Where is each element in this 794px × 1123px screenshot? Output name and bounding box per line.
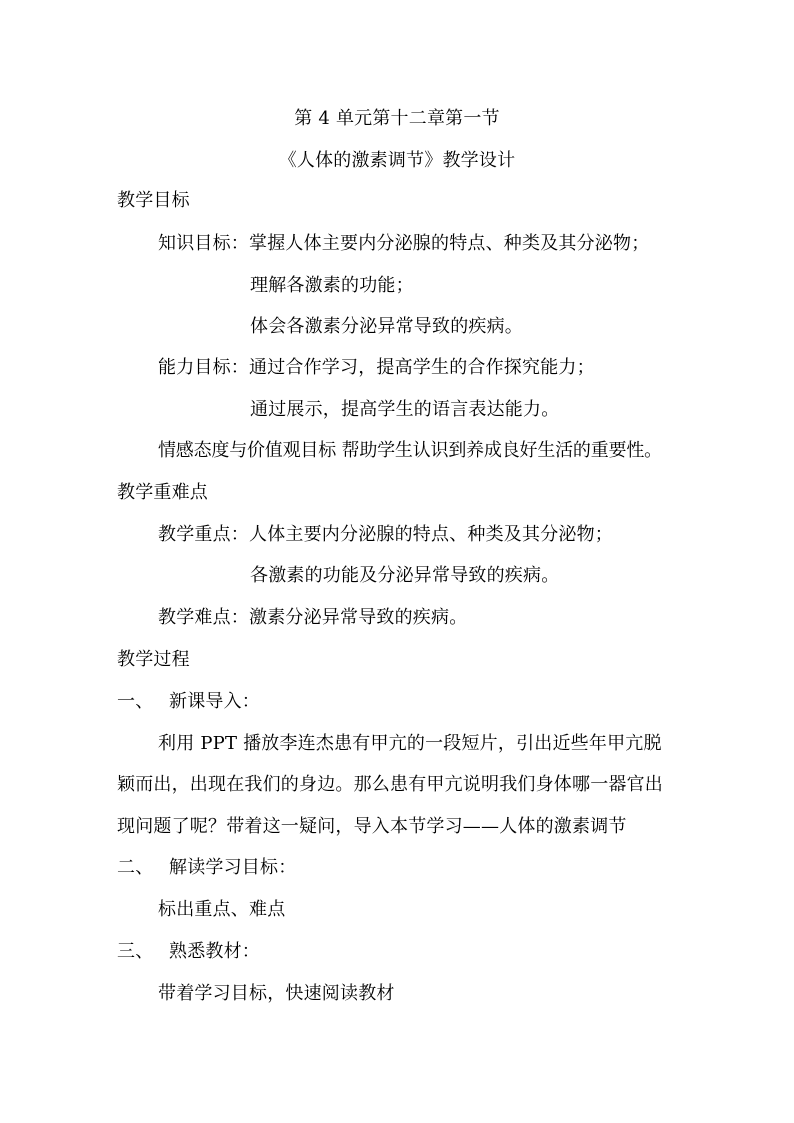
step-body: 带着学习目标，快速阅读教材 [158, 983, 395, 1004]
heading-objectives: 教学目标 [117, 190, 190, 211]
knowledge-item: 掌握人体主要内分泌腺的特点、种类及其分泌物； [249, 233, 650, 254]
paragraph-line: 颖而出，出现在我们的身边。那么患有甲亢说明我们身体哪一器官出 [117, 774, 663, 795]
step-heading [117, 690, 260, 714]
step-heading [117, 856, 296, 880]
emotion-objective: 情感态度与价值观目标 帮助学生认识到养成良好生活的重要性。 [158, 440, 662, 461]
step-title: 新课导入： [169, 691, 260, 712]
step-heading [117, 940, 260, 964]
heading-process: 教学过程 [117, 649, 190, 670]
step-title: 熟悉教材： [169, 941, 260, 962]
step-number: 二、 [117, 857, 154, 878]
difficulty-row [158, 606, 467, 630]
knowledge-item: 理解各激素的功能； [250, 275, 414, 296]
key-point-item: 人体主要内分泌腺的特点、种类及其分泌物； [249, 524, 613, 545]
knowledge-item: 体会各激素分泌异常导致的疾病。 [250, 316, 523, 337]
difficulty-item: 激素分泌异常导致的疾病。 [249, 607, 468, 628]
difficulty-label: 教学难点： [158, 607, 249, 628]
document-title: 第 4 单元第十二章第一节 [294, 108, 500, 129]
document-subtitle: 《人体的激素调节》教学设计 [278, 150, 516, 171]
knowledge-label: 知识目标： [158, 233, 249, 254]
key-point-item: 各激素的功能及分泌异常导致的疾病。 [250, 565, 560, 586]
ability-label: 能力目标： [158, 357, 249, 378]
ability-item: 通过展示，提高学生的语言表达能力。 [250, 399, 560, 420]
knowledge-objective-row [158, 232, 649, 256]
paragraph-line: 现问题了呢？带着这一疑问，导入本节学习——人体的激素调节 [117, 816, 627, 837]
step-number: 一、 [117, 691, 154, 712]
key-point-row [158, 523, 613, 547]
step-title: 解读学习目标： [169, 857, 297, 878]
ability-objective-row [158, 356, 595, 380]
key-point-label: 教学重点： [158, 524, 249, 545]
heading-keypoints: 教学重难点 [117, 482, 208, 503]
ability-item: 通过合作学习，提高学生的合作探究能力； [249, 357, 595, 378]
step-body: 标出重点、难点 [158, 899, 286, 920]
step-number: 三、 [117, 941, 154, 962]
paragraph-line: 利用 PPT 播放李连杰患有甲亢的一段短片，引出近些年甲亢脱 [158, 733, 662, 754]
